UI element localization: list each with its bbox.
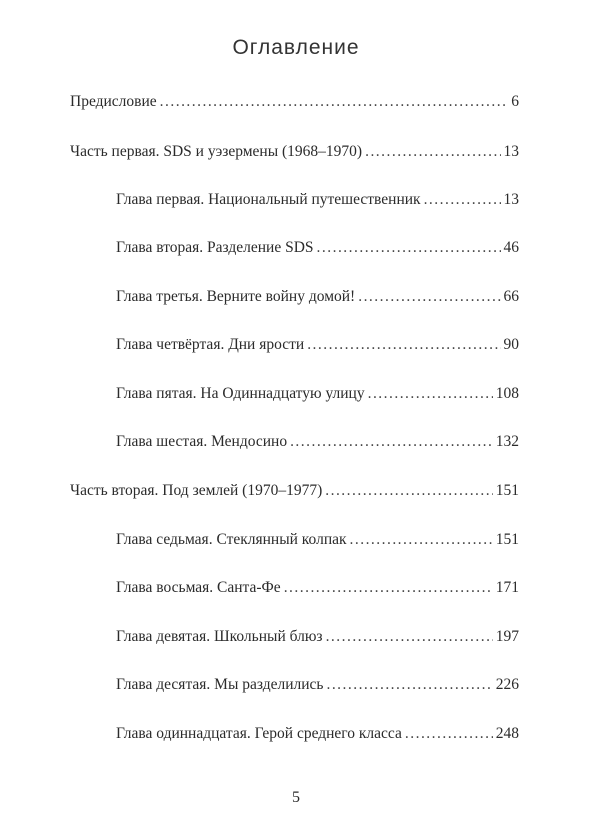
toc-dot-leader [326, 627, 493, 647]
toc-entry-page: 66 [503, 288, 519, 305]
toc-entry-chapter-10[interactable] [116, 675, 519, 695]
toc-entry-preface[interactable] [70, 92, 519, 112]
toc-dot-leader [160, 92, 509, 112]
toc-entry-page: 151 [495, 531, 519, 548]
toc-entry-chapter-5[interactable] [116, 384, 519, 404]
toc-entry-chapter-7[interactable] [116, 530, 519, 550]
toc-dot-leader [317, 238, 501, 258]
toc-entry-title: Глава одиннадцатая. Герой среднего класса [116, 725, 402, 742]
toc-entry-page: 151 [495, 482, 519, 499]
toc-entry-title: Глава десятая. Мы разделились [116, 676, 324, 693]
toc-entry-page: 248 [495, 725, 519, 742]
toc-entry-page: 226 [495, 676, 519, 693]
toc-entry-title: Часть вторая. Под землей (1970–1977) [70, 482, 323, 499]
toc-entry-title: Глава четвёртая. Дни ярости [116, 336, 305, 353]
toc-dot-leader [358, 287, 500, 307]
toc-entry-title: Глава первая. Национальный путешественник [116, 191, 421, 208]
toc-entry-title: Глава вторая. Разделение SDS [116, 239, 314, 256]
toc-entry-title: Глава пятая. На Одиннадцатую улицу [116, 385, 365, 402]
toc-entry-page: 13 [503, 143, 519, 160]
toc-entry-title: Часть первая. SDS и уэзермены (1968–1970) [70, 143, 363, 160]
toc-entry-chapter-3[interactable] [116, 287, 519, 307]
toc-entry-title: Глава восьмая. Санта-Фе [116, 579, 281, 596]
toc-entry-chapter-6[interactable] [116, 432, 519, 452]
toc-dot-leader [284, 578, 493, 598]
toc-entry-part-2[interactable] [70, 481, 519, 501]
toc-dot-leader [290, 432, 493, 452]
toc-entry-page: 6 [511, 93, 519, 110]
toc-dot-leader [350, 530, 493, 550]
page-number: 5 [292, 789, 300, 806]
toc-entry-title: Глава девятая. Школьный блюз [116, 628, 323, 645]
toc-entry-chapter-4[interactable] [116, 335, 519, 355]
page-title: Оглавление [232, 36, 360, 59]
toc-entry-page: 132 [495, 433, 519, 450]
toc-entry-chapter-1[interactable] [116, 190, 519, 210]
toc-entry-page: 46 [503, 239, 519, 256]
toc-entry-chapter-2[interactable] [116, 238, 519, 258]
toc-entry-title: Глава шестая. Мендосино [116, 433, 288, 450]
toc-dot-leader [405, 724, 493, 744]
toc-entry-chapter-8[interactable] [116, 578, 519, 598]
toc-entry-page: 90 [503, 336, 519, 353]
toc-dot-leader [365, 142, 500, 162]
toc-entry-page: 108 [495, 385, 519, 402]
toc-entry-title: Глава седьмая. Стеклянный колпак [116, 531, 347, 548]
toc-entry-page: 171 [495, 579, 519, 596]
toc-dot-leader [424, 190, 501, 210]
toc-entry-chapter-9[interactable] [116, 627, 519, 647]
toc-dot-leader [326, 675, 492, 695]
toc-entry-page: 13 [503, 191, 519, 208]
toc-entry-title: Глава третья. Верните войну домой! [116, 288, 356, 305]
toc-entry-chapter-11[interactable] [116, 724, 519, 744]
toc-entry-part-1[interactable] [70, 142, 519, 162]
toc-dot-leader [307, 335, 500, 355]
toc-entry-title: Предисловие [70, 93, 157, 110]
toc-entry-page: 197 [495, 628, 519, 645]
toc-dot-leader [368, 384, 493, 404]
toc-dot-leader [325, 481, 493, 501]
